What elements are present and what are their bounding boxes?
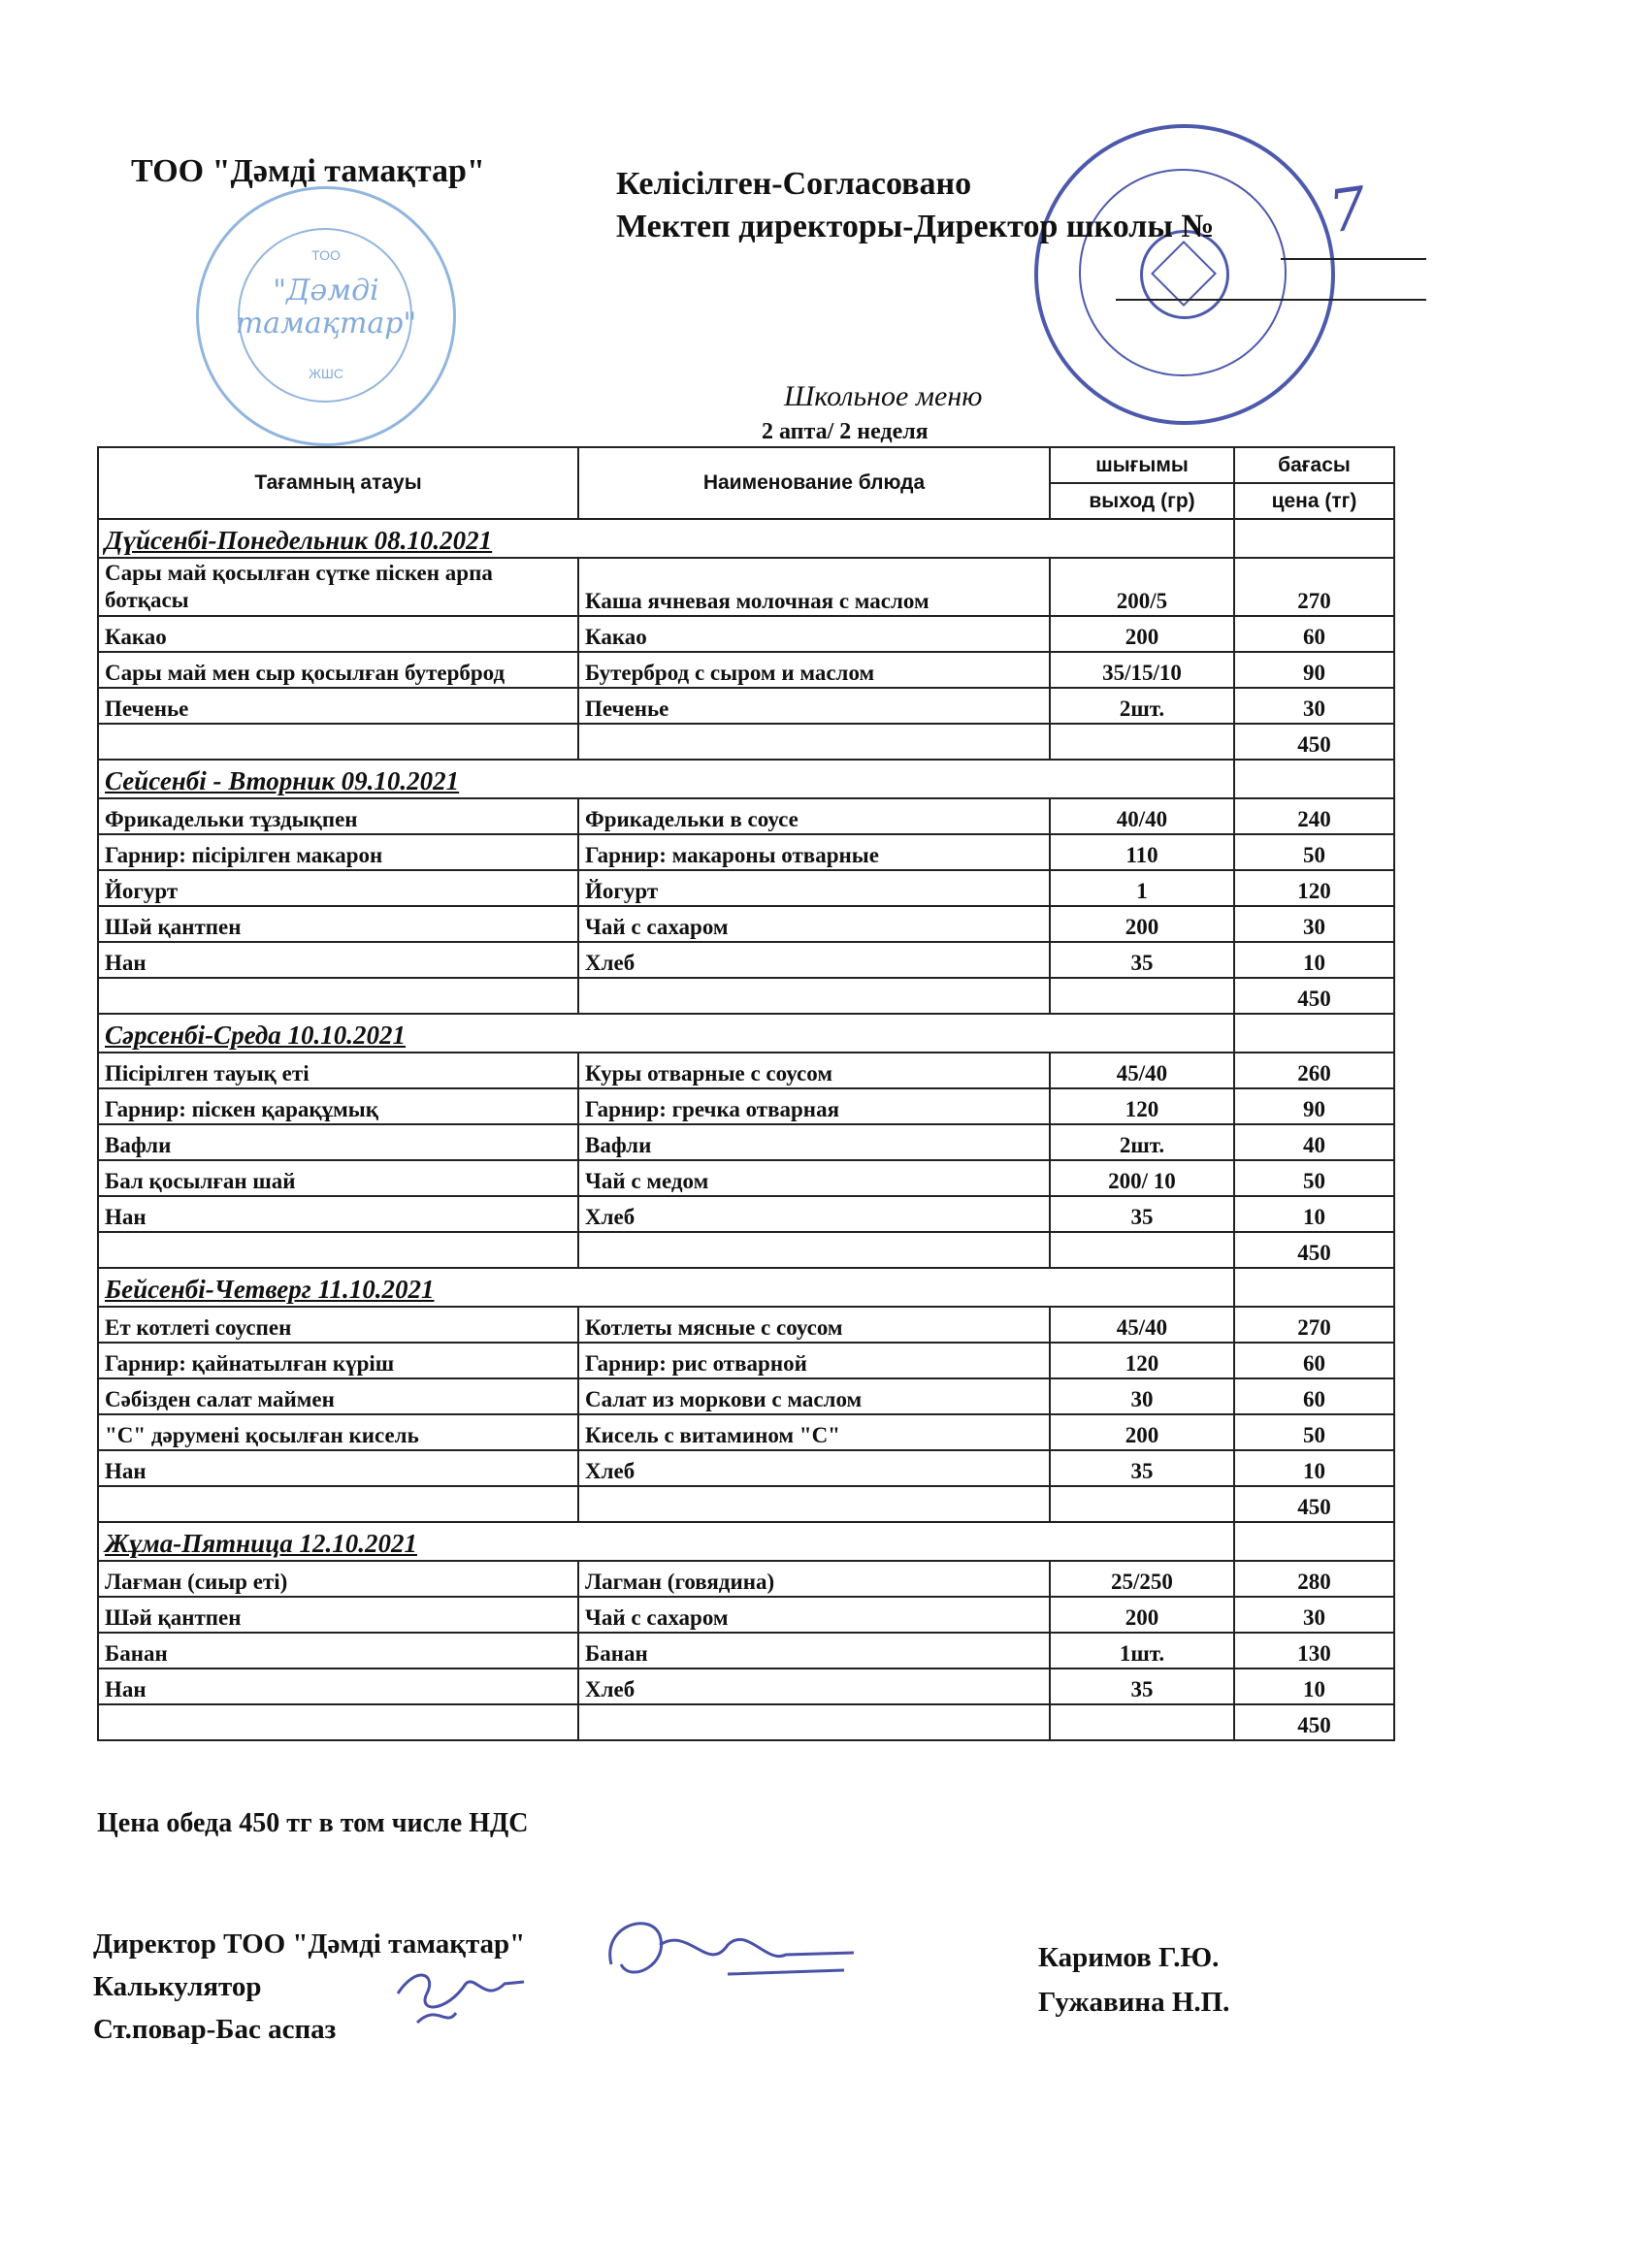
dish-yield: 200	[1050, 906, 1234, 942]
table-row	[98, 1414, 1394, 1450]
total-empty-cell	[578, 1704, 1050, 1740]
total-empty-cell	[98, 978, 578, 1014]
director-line: Мектеп директоры-Директор школы №	[616, 209, 1215, 244]
dish-name-kz: Печенье	[98, 688, 578, 724]
dish-yield: 2шт.	[1050, 1124, 1234, 1160]
total-empty-cell	[578, 978, 1050, 1014]
total-row	[98, 1704, 1394, 1740]
dish-yield: 2шт.	[1050, 688, 1234, 724]
table-row	[98, 1450, 1394, 1486]
dish-yield: 45/40	[1050, 1307, 1234, 1343]
day-total: 450	[1234, 978, 1394, 1014]
dish-name-kz: Шәй қантпен	[98, 1597, 578, 1633]
dish-yield: 200/ 10	[1050, 1160, 1234, 1196]
dish-name-kz: Лағман (сиыр еті)	[98, 1561, 578, 1597]
dish-name-ru: Хлеб	[578, 942, 1050, 978]
day-row	[98, 760, 1394, 798]
dish-name-ru: Банан	[578, 1633, 1050, 1669]
dish-name-ru: Лагман (говядина)	[578, 1561, 1050, 1597]
dish-price: 10	[1234, 1669, 1394, 1704]
dish-price: 30	[1234, 906, 1394, 942]
dish-name-ru: Чай с медом	[578, 1160, 1050, 1196]
total-empty-cell	[578, 1232, 1050, 1268]
dish-name-kz: Ет котлеті соуспен	[98, 1307, 578, 1343]
dish-yield: 200/5	[1050, 558, 1234, 616]
day-title: Жұма-Пятница 12.10.2021	[98, 1522, 1234, 1561]
dish-price: 270	[1234, 1307, 1394, 1343]
dish-price: 120	[1234, 870, 1394, 906]
dish-price: 50	[1234, 1160, 1394, 1196]
total-empty-cell	[1050, 1704, 1234, 1740]
total-empty-cell	[98, 724, 578, 760]
header-price-kz: бағасы	[1234, 447, 1394, 483]
total-row	[98, 1486, 1394, 1522]
dish-yield: 120	[1050, 1343, 1234, 1378]
total-empty-cell	[98, 1486, 578, 1522]
dish-name-kz: Банан	[98, 1633, 578, 1669]
dish-name-ru: Фрикадельки в соусе	[578, 798, 1050, 834]
dish-name-ru: Чай с сахаром	[578, 906, 1050, 942]
calculator-signature	[388, 1955, 534, 2032]
dish-name-kz: Бал қосылған шай	[98, 1160, 578, 1196]
dish-name-ru: Йогурт	[578, 870, 1050, 906]
approval-title: Келісілген-Согласовано	[616, 166, 972, 202]
table-row	[98, 1196, 1394, 1232]
school-number-underline	[1281, 258, 1426, 260]
dish-yield: 40/40	[1050, 798, 1234, 834]
dish-price: 240	[1234, 798, 1394, 834]
dish-yield: 35/15/10	[1050, 652, 1234, 688]
company-stamp-name	[199, 275, 453, 340]
day-title: Бейсенбі-Четверг 11.10.2021	[98, 1268, 1234, 1307]
price-note: Цена обеда 450 тг в том числе НДС	[97, 1808, 529, 1838]
header-price-ru: цена (тг)	[1234, 483, 1394, 519]
table-row	[98, 942, 1394, 978]
dish-yield: 1шт.	[1050, 1633, 1234, 1669]
header-row-1	[98, 447, 1394, 483]
day-row	[98, 1014, 1394, 1053]
dish-price: 10	[1234, 1450, 1394, 1486]
dish-price: 50	[1234, 834, 1394, 870]
dish-name-kz: Вафли	[98, 1124, 578, 1160]
day-title-empty-cell	[1234, 1014, 1394, 1053]
table-row	[98, 1378, 1394, 1414]
day-row	[98, 1268, 1394, 1307]
company-stamp	[196, 186, 456, 446]
dish-name-ru: Бутерброд с сыром и маслом	[578, 652, 1050, 688]
dish-name-ru: Гарнир: макароны отварные	[578, 834, 1050, 870]
table-row	[98, 1561, 1394, 1597]
director-signature	[592, 1906, 864, 2013]
menu-table	[97, 446, 1395, 1741]
dish-name-kz: Гарнир: пісірілген макарон	[98, 834, 578, 870]
company-stamp-too: ТОО	[311, 247, 341, 263]
dish-price: 60	[1234, 616, 1394, 652]
dish-yield: 120	[1050, 1088, 1234, 1124]
dish-name-ru: Котлеты мясные с соусом	[578, 1307, 1050, 1343]
dish-name-ru: Печенье	[578, 688, 1050, 724]
dish-name-ru: Чай с сахаром	[578, 1597, 1050, 1633]
day-total: 450	[1234, 1232, 1394, 1268]
dish-name-kz: Сары май қосылған сүтке піскен арпа ботқасы	[98, 558, 578, 616]
dish-price: 30	[1234, 1597, 1394, 1633]
school-number: 7	[1324, 174, 1371, 247]
chef-label: Ст.повар-Бас аспаз	[93, 2014, 337, 2045]
total-empty-cell	[578, 1486, 1050, 1522]
dish-yield: 200	[1050, 616, 1234, 652]
table-row	[98, 1124, 1394, 1160]
dish-price: 270	[1234, 558, 1394, 616]
table-row	[98, 1307, 1394, 1343]
day-title-empty-cell	[1234, 1268, 1394, 1307]
menu-title: Школьное меню	[784, 380, 983, 412]
day-title: Сәрсенбі-Среда 10.10.2021	[98, 1014, 1234, 1053]
dish-yield: 1	[1050, 870, 1234, 906]
day-total: 450	[1234, 1486, 1394, 1522]
dish-yield: 35	[1050, 942, 1234, 978]
dish-name-ru: Салат из моркови с маслом	[578, 1378, 1050, 1414]
dish-price: 40	[1234, 1124, 1394, 1160]
dish-name-kz: Нан	[98, 1669, 578, 1704]
day-title-empty-cell	[1234, 519, 1394, 558]
dish-name-kz: Шәй қантпен	[98, 906, 578, 942]
table-row	[98, 616, 1394, 652]
dish-name-ru: Какао	[578, 616, 1050, 652]
table-row	[98, 688, 1394, 724]
table-row	[98, 1343, 1394, 1378]
dish-name-ru: Хлеб	[578, 1669, 1050, 1704]
table-row	[98, 652, 1394, 688]
dish-price: 130	[1234, 1633, 1394, 1669]
dish-name-kz: Нан	[98, 1450, 578, 1486]
dish-yield: 35	[1050, 1669, 1234, 1704]
dish-name-ru: Хлеб	[578, 1450, 1050, 1486]
director-label: Директор ТОО "Дәмді тамақтар"	[93, 1928, 526, 1960]
table-row	[98, 1088, 1394, 1124]
dish-price: 10	[1234, 1196, 1394, 1232]
dish-yield: 45/40	[1050, 1053, 1234, 1088]
calculator-name: Гужавина Н.П.	[1038, 1987, 1230, 2018]
dish-name-kz: Сары май мен сыр қосылған бутерброд	[98, 652, 578, 688]
dish-name-kz: Нан	[98, 942, 578, 978]
table-row	[98, 1633, 1394, 1669]
dish-yield: 35	[1050, 1196, 1234, 1232]
table-row	[98, 1053, 1394, 1088]
total-row	[98, 978, 1394, 1014]
dish-yield: 35	[1050, 1450, 1234, 1486]
company-stamp-name-line1: "Дәмді	[273, 274, 379, 308]
dish-name-kz: Гарнир: қайнатылған күріш	[98, 1343, 578, 1378]
total-empty-cell	[1050, 1486, 1234, 1522]
dish-yield: 200	[1050, 1414, 1234, 1450]
table-row	[98, 1669, 1394, 1704]
dish-price: 90	[1234, 1088, 1394, 1124]
dish-name-kz: Сәбізден салат маймен	[98, 1378, 578, 1414]
dish-yield: 110	[1050, 834, 1234, 870]
total-row	[98, 1232, 1394, 1268]
dish-name-ru: Гарнир: рис отварной	[578, 1343, 1050, 1378]
signature-underline	[1116, 299, 1426, 301]
dish-price: 10	[1234, 942, 1394, 978]
day-row	[98, 519, 1394, 558]
dish-name-ru: Хлеб	[578, 1196, 1050, 1232]
total-empty-cell	[98, 1232, 578, 1268]
total-empty-cell	[1050, 1232, 1234, 1268]
dish-yield: 200	[1050, 1597, 1234, 1633]
header-yield-kz: шығымы	[1050, 447, 1234, 483]
day-total: 450	[1234, 724, 1394, 760]
dish-name-ru: Кисель с витамином "С"	[578, 1414, 1050, 1450]
table-row	[98, 1597, 1394, 1633]
total-empty-cell	[98, 1704, 578, 1740]
dish-name-kz: Фрикадельки тұздықпен	[98, 798, 578, 834]
dish-yield: 25/250	[1050, 1561, 1234, 1597]
day-total: 450	[1234, 1704, 1394, 1740]
dish-price: 30	[1234, 688, 1394, 724]
dish-name-ru: Гарнир: гречка отварная	[578, 1088, 1050, 1124]
company-stamp-name-line2: тамақтар"	[235, 307, 417, 340]
dish-name-kz: Гарнир: піскен қарақұмық	[98, 1088, 578, 1124]
dish-name-ru: Вафли	[578, 1124, 1050, 1160]
total-empty-cell	[1050, 978, 1234, 1014]
table-row	[98, 906, 1394, 942]
header-name-ru: Наименование блюда	[578, 447, 1050, 519]
dish-yield: 30	[1050, 1378, 1234, 1414]
dish-name-kz: Нан	[98, 1196, 578, 1232]
dish-name-ru: Куры отварные с соусом	[578, 1053, 1050, 1088]
table-row	[98, 870, 1394, 906]
dish-price: 260	[1234, 1053, 1394, 1088]
day-row	[98, 1522, 1394, 1561]
header-name-kz: Тағамның атауы	[98, 447, 578, 519]
dish-name-kz: Пісірілген тауық еті	[98, 1053, 578, 1088]
dish-price: 60	[1234, 1378, 1394, 1414]
company-stamp-jshs: ЖШС	[309, 366, 343, 381]
dish-price: 280	[1234, 1561, 1394, 1597]
menu-table-body	[98, 447, 1394, 1740]
calculator-label: Калькулятор	[93, 1971, 262, 2002]
total-empty-cell	[578, 724, 1050, 760]
day-title-empty-cell	[1234, 760, 1394, 798]
dish-price: 60	[1234, 1343, 1394, 1378]
dish-name-kz: "С" дәрумені қосылған кисель	[98, 1414, 578, 1450]
dish-price: 90	[1234, 652, 1394, 688]
table-row	[98, 834, 1394, 870]
company-name: ТОО "Дәмді тамақтар"	[131, 153, 485, 189]
dish-name-kz: Какао	[98, 616, 578, 652]
total-row	[98, 724, 1394, 760]
day-title: Дүйсенбі-Понедельник 08.10.2021	[98, 519, 1234, 558]
dish-price: 50	[1234, 1414, 1394, 1450]
total-empty-cell	[1050, 724, 1234, 760]
day-title-empty-cell	[1234, 1522, 1394, 1561]
table-row	[98, 798, 1394, 834]
header-yield-ru: выход (гр)	[1050, 483, 1234, 519]
dish-name-ru: Каша ячневая молочная с маслом	[578, 558, 1050, 616]
dish-name-kz: Йогурт	[98, 870, 578, 906]
approval-block	[616, 163, 1215, 248]
table-row	[98, 1160, 1394, 1196]
director-name: Каримов Г.Ю.	[1038, 1942, 1220, 1973]
menu-week: 2 апта/ 2 неделя	[762, 419, 929, 444]
day-title: Сейсенбі - Вторник 09.10.2021	[98, 760, 1234, 798]
table-row	[98, 558, 1394, 616]
signature-names	[1038, 1935, 1229, 2025]
